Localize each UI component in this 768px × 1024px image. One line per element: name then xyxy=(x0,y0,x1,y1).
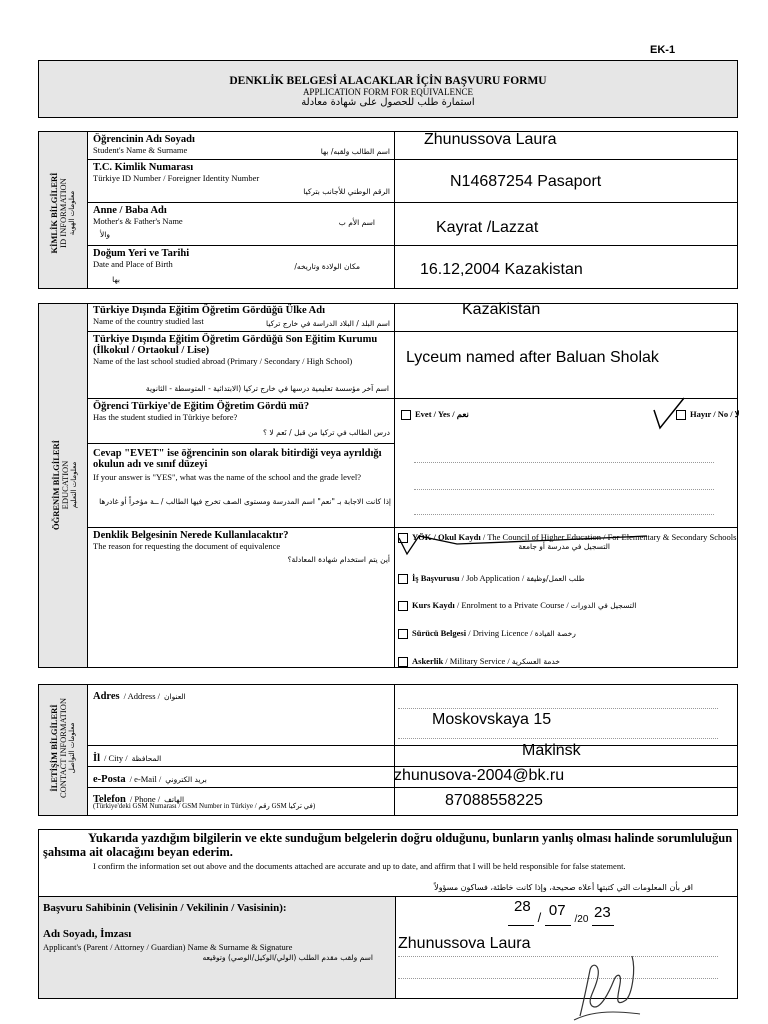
yes-checkbox[interactable] xyxy=(401,410,411,420)
address-value[interactable]: Moskovskaya 15 xyxy=(432,711,552,728)
studied-label: Öğrenci Türkiye'de Eğitim Öğretim Gördü mü? Has the student studied in Türkiye before? xyxy=(93,401,310,422)
studied-yes-option[interactable]: Evet / Yes / نعم xyxy=(401,409,469,420)
school-value[interactable]: Lyceum named after Baluan Sholak xyxy=(406,349,659,366)
id-number-value[interactable]: N14687254 Pasaport xyxy=(450,173,602,190)
applicant-label: Başvuru Sahibinin (Velisinin / Vekilinin / Vasisinin): xyxy=(43,902,287,914)
purpose-label: Denklik Belgesinin Nerede Kullanılacaktır? The reason for requesting the document of equivalence xyxy=(93,530,289,551)
declaration-text-tr: Yukarıda yazdığım bilgilerin ve ekte sunduğum belgelerin doğru olduğunu, bunların yanlış olması halinde sorumluluğun şahsıma ait olacağını beyan ederim. xyxy=(43,831,733,859)
no-check-mark xyxy=(648,396,688,432)
purpose-option-job[interactable]: İş Başvurusu / Job Application / طلب العمل/وظيفة xyxy=(398,573,585,584)
email-label: e-Posta / e-Mail / بريد الكتروني xyxy=(93,774,207,785)
contact-side-label: İLETİŞİM BİLGİLERİ CONTACT INFORMATION معلومات التواصل xyxy=(49,698,76,798)
edu-side-label: ÖĞRENİM BİLGİLERİ EDUCATION معلومات التعليم xyxy=(51,440,78,530)
school-label: Türkiye Dışında Eğitim Öğretim Gördüğü Son Eğitim Kurumu (İlkokul / Ortaokul / Lise) Name of the last school studied abroad (Primary / Secondary / High School) xyxy=(93,334,378,366)
phone-value[interactable]: 87088558225 xyxy=(445,792,543,809)
phone-label: Telefon / Phone / الهاتف xyxy=(93,794,185,805)
birth-value[interactable]: 16.12,2004 Kazakistan xyxy=(420,261,583,278)
address-label: Adres / Address / العنوان xyxy=(93,691,186,702)
country-label: Türkiye Dışında Eğitim Öğretim Gördüğü Ülke Adı Name of the country studied last xyxy=(93,305,325,326)
applicant-name-value[interactable]: Zhunussova Laura xyxy=(398,935,531,952)
title-en: APPLICATION FORM FOR EQUIVALENCE xyxy=(302,87,474,97)
purpose-option-driving[interactable]: Sürücü Belgesi / Driving Licence / رخصة القيادة xyxy=(398,628,576,639)
name-label: Öğrencinin Adı Soyadı Student's Name & Surname xyxy=(93,134,195,155)
country-value[interactable]: Kazakistan xyxy=(462,301,541,318)
email-value[interactable]: zhunusova-2004@bk.ru xyxy=(394,767,565,784)
military-checkbox[interactable] xyxy=(398,657,408,667)
purpose-option-course[interactable]: Kurs Kaydı / Enrolment to a Private Course / التسجيل في الدورات xyxy=(398,600,636,611)
form-code: EK-1 xyxy=(650,44,676,56)
name-value[interactable]: Zhunussova Laura xyxy=(424,131,557,148)
date-field[interactable]: 28 / 07 /20 23 xyxy=(508,910,614,926)
city-value[interactable]: Makinsk xyxy=(522,742,581,759)
form-header xyxy=(38,60,738,118)
purpose-option-military[interactable]: Askerlik / Military Service / خدمة العسكرية xyxy=(398,656,560,667)
driving-checkbox[interactable] xyxy=(398,629,408,639)
job-checkbox[interactable] xyxy=(398,574,408,584)
if-yes-label: Cevap "EVET" ise öğrencinin son olarak bitirdiği veya ayrıldığı okulun adı ve sınıf düzeyi If your answer is "YES", what was the name of the school and the grade level? xyxy=(93,448,382,482)
yok-check-mark xyxy=(397,530,657,560)
course-checkbox[interactable] xyxy=(398,601,408,611)
id-number-label: T.C. Kimlik Numarası Türkiye ID Number / Foreigner Identity Number xyxy=(93,162,260,183)
city-label: İl / City / المحافظة xyxy=(93,753,162,764)
id-side-label: KİMLİK BİLGİLERİ ID INFORMATION معلومات الهوية xyxy=(49,172,76,254)
title-ar: استمارة طلب للحصول على شهادة معادلة xyxy=(301,97,475,108)
title-tr: DENKLİK BELGESİ ALACAKLAR İÇİN BAŞVURU FORMU xyxy=(229,75,547,87)
signature xyxy=(570,950,650,1022)
declaration-text-ar: اقر بأن المعلومات التي كتبتها أعلاه صحيحة، وإذا كانت خاطئة، فساكون مسؤولاً xyxy=(434,883,693,892)
parents-label: Anne / Baba Adı Mother's & Father's Name xyxy=(93,205,183,226)
birth-label: Doğum Yeri ve Tarihi Date and Place of Birth xyxy=(93,248,190,269)
parents-value[interactable]: Kayrat /Lazzat xyxy=(436,219,539,236)
declaration-text-en: I confirm the information set out above and the documents attached are accurate and up to date, and affirm that I will be held responsible for false statement. xyxy=(93,861,626,871)
studied-no-option[interactable]: Hayır / No / لا xyxy=(676,409,740,420)
purpose-option-yok[interactable]: YÖK / Okul Kaydı / The Council of Higher Education / For Elementary & Secondary Schools xyxy=(398,532,768,543)
name-sign-label: Adı Soyadı, İmzası xyxy=(43,928,132,940)
